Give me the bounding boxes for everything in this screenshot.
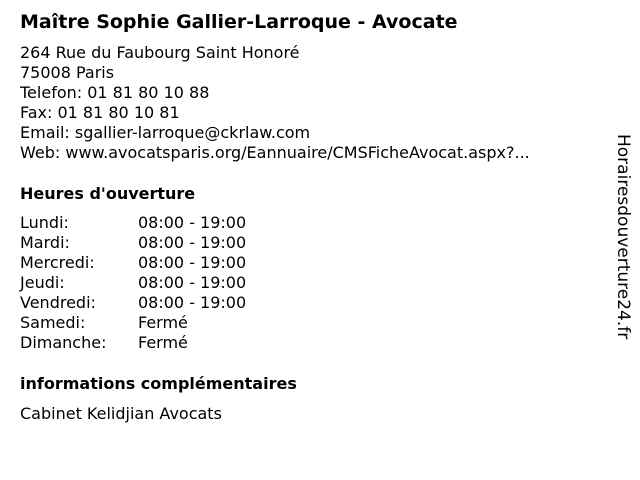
contact-block: [20, 43, 530, 163]
hours-row-sunday: [20, 333, 320, 353]
page-title: Maître Sophie Gallier-Larroque - Avocate: [20, 11, 458, 33]
day-label: Dimanche:: [20, 333, 107, 352]
hours-value: 08:00 - 19:00: [138, 233, 247, 252]
hours-row-tuesday: [20, 233, 320, 253]
watermark-text: Horairesdouverture24.fr: [613, 134, 633, 340]
fax-line: Fax: 01 81 80 10 81: [20, 103, 180, 122]
day-label: Mercredi:: [20, 253, 95, 272]
address-street: 264 Rue du Faubourg Saint Honoré: [20, 43, 300, 62]
hours-value: 08:00 - 19:00: [138, 253, 247, 272]
hours-row-saturday: [20, 313, 320, 333]
hours-value: 08:00 - 19:00: [138, 273, 247, 292]
day-label: Lundi:: [20, 213, 69, 232]
day-label: Vendredi:: [20, 293, 96, 312]
info-text: Cabinet Kelidjian Avocats: [20, 404, 222, 423]
day-label: Samedi:: [20, 313, 86, 332]
day-label: Jeudi:: [20, 273, 65, 292]
hours-value: 08:00 - 19:00: [138, 213, 247, 232]
hours-row-wednesday: [20, 253, 320, 273]
site-watermark: [612, 134, 636, 370]
hours-heading: Heures d'ouverture: [20, 184, 196, 203]
hours-value: Fermé: [138, 333, 188, 352]
day-label: Mardi:: [20, 233, 70, 252]
email-line: Email: sgallier-larroque@ckrlaw.com: [20, 123, 311, 142]
hours-value: Fermé: [138, 313, 188, 332]
hours-row-monday: [20, 213, 320, 233]
web-line: Web: www.avocatsparis.org/Eannuaire/CMSFicheAvocat.aspx?...: [20, 143, 530, 162]
hours-row-thursday: [20, 273, 320, 293]
hours-value: 08:00 - 19:00: [138, 293, 247, 312]
hours-row-friday: [20, 293, 320, 313]
hours-table: [20, 213, 320, 353]
phone-line: Telefon: 01 81 80 10 88: [20, 83, 210, 102]
info-heading: informations complémentaires: [20, 374, 297, 393]
address-city: 75008 Paris: [20, 63, 115, 82]
